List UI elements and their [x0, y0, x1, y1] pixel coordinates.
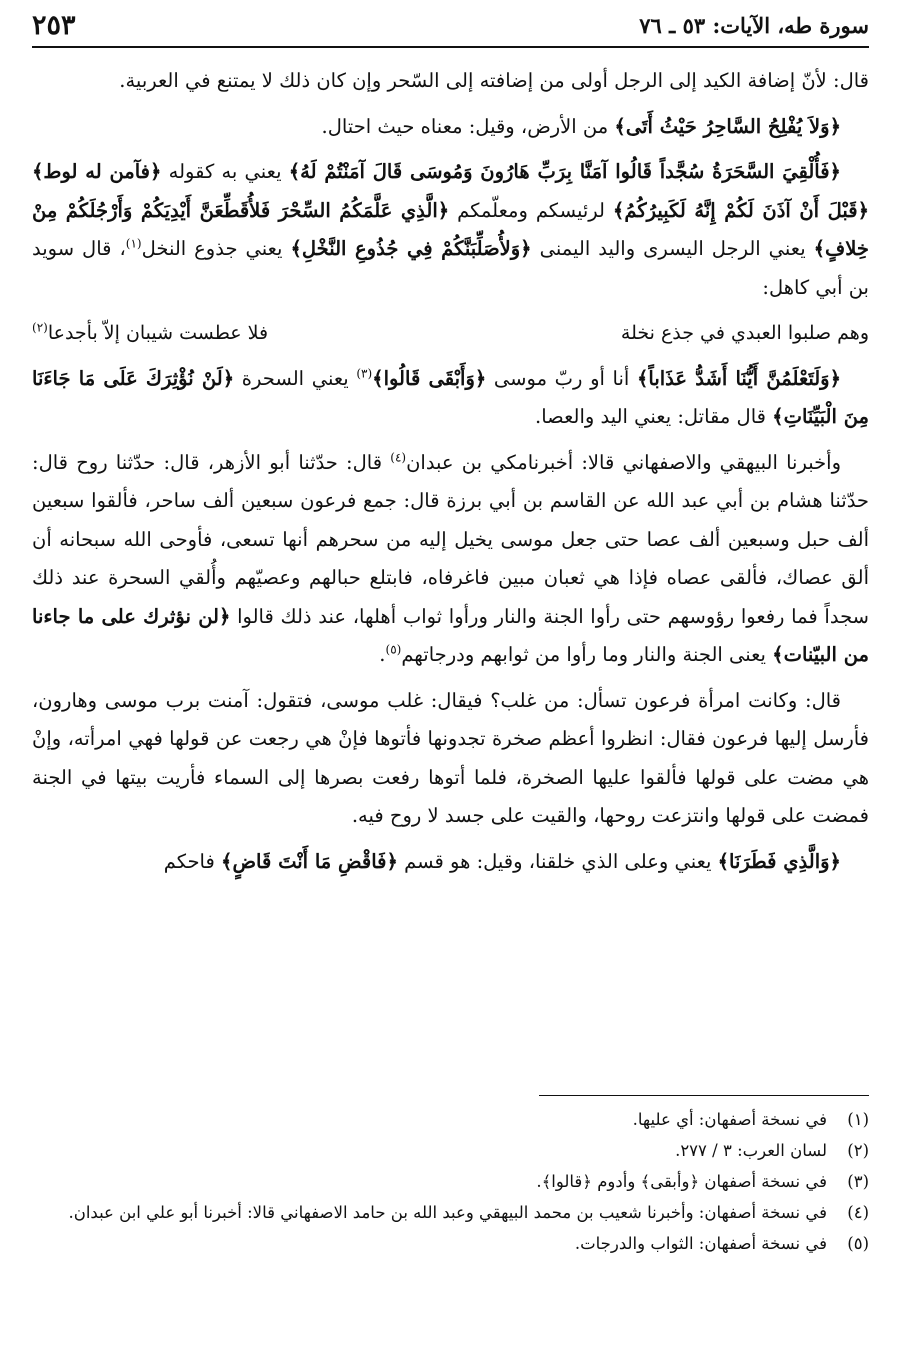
quran-quote: ﴿وَلاَ يُفْلِحُ السَّاحِرُ حَيْثُ أَتَى﴾	[614, 114, 841, 138]
commentary-text: من الأرض، وقيل: معناه حيث احتال.	[321, 114, 615, 138]
commentary-text: يعني به كقوله	[161, 160, 289, 183]
paragraph-3	[32, 153, 869, 307]
footnote-text: لسان العرب: ٣ / ٢٧٧.	[675, 1141, 827, 1160]
commentary-text: ، قال سويد بن أبي كاهل:	[32, 237, 869, 299]
footnote-number: (٥)	[847, 1234, 869, 1253]
quran-quote: ﴿وَلأُصَلِّبَنَّكُمْ فِي جُذُوعِ النَّخْلِ﴾	[290, 237, 532, 260]
commentary-text: لرئيسكم ومعلّمكم	[449, 198, 613, 222]
footnote-ref: (٣)	[356, 366, 373, 380]
footnote-text: في نسخة أصفهان: الثواب والدرجات.	[574, 1234, 827, 1253]
commentary-text: قال: حدّثنا أبو الأزهر، قال: حدّثنا روح قال: حدّثنا هشام بن أبي عبد الله عن القاسم بن أبي برزة قال: جمع فرعون سبعين ألف ساحر، فألقوا سبعين ألف حبل وسبعين ألف عصا حتى جعل موسى يخيل إليه من سحرهم أنها تسعى، فأوحى الله سبحانه أن ألق عصاك، فألقى عصاه فإذا هي ثعبان مبين فاغرفاه، فابتلع حبالهم وعصيّهم وأُلقي السحرة عند ذلك سجداً فما رفعوا رؤوسهم حتى رأوا الجنة والنار ورأوا ثواب أهلها، عند ذلك قالوا	[32, 450, 869, 628]
paragraph-4	[32, 360, 869, 437]
footnote-item	[32, 1197, 869, 1228]
commentary-text: يعني وعلى الذي خلقنا، وقيل: هو قسم	[397, 849, 718, 873]
quran-quote: ﴿لَنْ نُؤْثِرَكَ عَلَى مَا جَاءَنَا مِنَ الْبَيِّنَاتِ﴾	[32, 366, 869, 428]
footnote-text: في نسخة أصفهان ﴿وأبقى﴾ وأدوم ﴿قالوا﴾.	[536, 1172, 827, 1191]
footnote-ref: (٤)	[390, 450, 407, 464]
footnote-divider	[539, 1095, 869, 1096]
footnote-number: (٢)	[847, 1141, 869, 1160]
commentary-text: يعني جذوع النخل	[141, 237, 291, 260]
running-title: سورة طه، الآيات: ٥٣ ـ ٧٦	[639, 12, 869, 38]
paragraph-2	[32, 108, 869, 147]
footnote-ref: (٥)	[385, 642, 402, 657]
quran-quote: ﴿فآمن له لوط﴾	[32, 160, 162, 183]
paragraph-5	[32, 444, 869, 675]
footnote-item	[32, 1135, 869, 1166]
commentary-text: وأخبرنا البيهقي والاصفهاني قالا: أخبرنامكي بن عبدان	[406, 450, 842, 474]
commentary-text: يعني الرجل اليسرى واليد اليمنى	[531, 237, 814, 260]
commentary-text: يعني السحرة	[234, 366, 357, 390]
footnote-item	[32, 1228, 869, 1259]
commentary-text: .	[379, 643, 386, 666]
verse-second-hemistich	[32, 314, 268, 353]
paragraph-1: قال: لأنّ إضافة الكيد إلى الرجل أولى من إضافته إلى السّحر وإن كان ذلك لا يمتنع في العربية.	[119, 69, 869, 92]
commentary-text: فاحكم	[163, 849, 222, 873]
footnote-ref: (٢)	[32, 320, 48, 335]
page-header	[32, 8, 869, 48]
footnote-item	[32, 1166, 869, 1197]
commentary-text: يعنى الجنة والنار وما رأوا من ثوابهم ودرجاتهم	[401, 643, 773, 666]
page-number: ٢٥٣	[32, 9, 76, 41]
quran-quote: ﴿وَأَبْقَى قَالُوا﴾	[372, 366, 487, 390]
poetry-verse	[32, 314, 869, 353]
quran-quote: ﴿وَالَّذِي فَطَرَنَا﴾	[717, 849, 841, 873]
footnote-text: في نسخة أصفهان: أي عليها.	[632, 1110, 827, 1129]
main-text	[32, 62, 869, 888]
quran-quote: ﴿فَاقْضِ مَا أَنْتَ قَاضٍ﴾	[221, 849, 398, 873]
footnote-item	[32, 1104, 869, 1135]
paragraph-6: قال: وكانت امرأة فرعون تسأل: من غلب؟ فيقال: غلب موسى، فتقول: آمنت برب موسى وهارون، فأرسل إليها فرعون فقال: انظروا أعظم صخرة تجدونها فأتوها فإنْ هي رجعت عن قولها فهي امرأته، وإنْ هي مضت على قولها فألقوا عليها الصخرة، فلما أتوها رفعت بصرها إلى السماء فأريت بيتها في الجنة فمضت على قولها وانتزعت روحها، والقيت على جسد لا روح فيه.	[32, 688, 869, 827]
quran-quote: ﴿لن نؤثرك على ما جاءنا من البيّنات﴾	[32, 604, 869, 666]
footnotes	[32, 1104, 869, 1259]
quran-quote: ﴿فَأُلْقِيَ السَّحَرَةُ سُجَّداً قَالُوا آمَنَّا بِرَبِّ هَارُونَ وَمُوسَى قَالَ آمَنْتُمْ لَهُ﴾	[288, 160, 841, 183]
footnote-number: (٣)	[847, 1172, 869, 1191]
commentary-text: أنا أو ربّ موسى	[486, 366, 637, 390]
verse-first-hemistich: وهم صلبوا العبدي في جذع نخلة	[620, 322, 869, 344]
paragraph-7	[32, 843, 869, 882]
footnote-text: في نسخة أصفهان: وأخبرنا شعيب بن محمد البيهقي وعبد الله بن حامد الاصفهاني قالا: أخبرنا أبو علي ابن عبدان.	[68, 1203, 827, 1222]
footnote-number: (٤)	[847, 1203, 869, 1222]
footnote-ref: (١)	[125, 236, 142, 251]
footnote-number: (١)	[847, 1110, 869, 1129]
quran-quote: ﴿الَّذِي عَلَّمَكُمُ السِّحْرَ فَلأُقَطِّعَنَّ أَيْدِيَكُمْ وَأَرْجُلَكُمْ مِنْ خِلافٍ﴾	[32, 198, 869, 260]
commentary-text: قال مقاتل: يعني اليد والعصا.	[535, 405, 773, 428]
quran-quote: ﴿قَبْلَ أَنْ آذَنَ لَكُمْ إِنَّهُ لَكَبِيرُكُمُ﴾	[612, 198, 870, 222]
quran-quote: ﴿وَلَتَعْلَمُنَّ أَيُّنَا أَشَدُّ عَذَاباً﴾	[636, 366, 842, 390]
verse-text: فلا عطست شيبان إلاّ بأجدعا	[47, 322, 269, 344]
